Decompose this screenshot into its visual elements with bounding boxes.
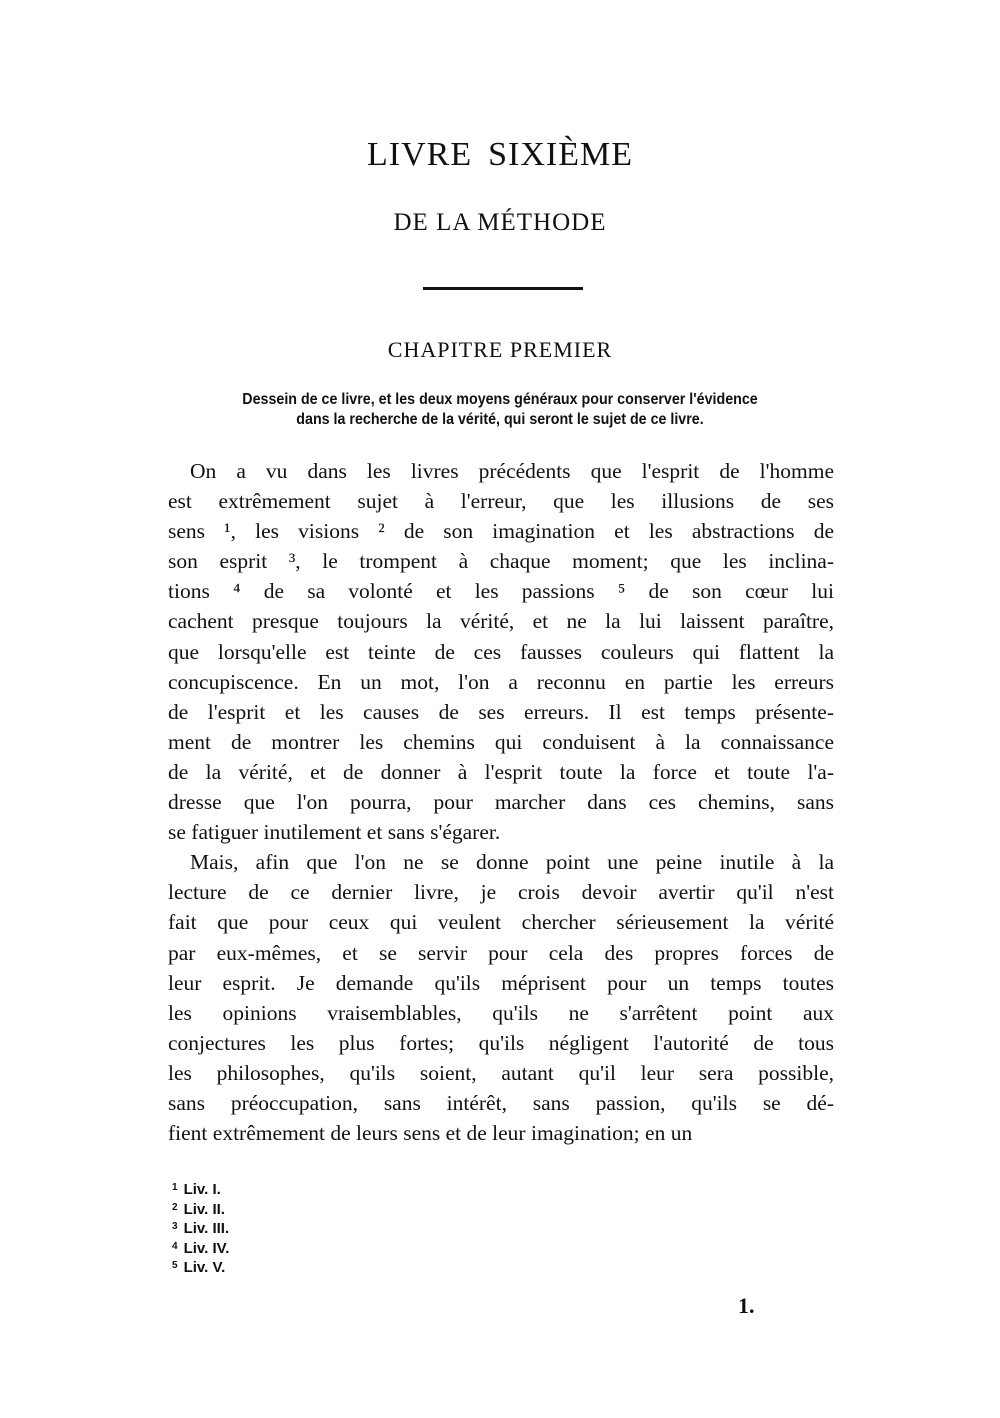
text-line: fait que pour ceux qui veulent chercher sérieusement la vérité (168, 910, 834, 935)
text-line: son esprit ³, le trompent à chaque moment; que les inclina- (168, 549, 834, 574)
footnote (172, 1180, 229, 1200)
summary-line: Dessein de ce livre, et les deux moyens généraux pour conserver l'évidence (242, 391, 758, 408)
footnotes (172, 1180, 229, 1278)
footnote-mark: 5 (172, 1260, 178, 1271)
text-line: lecture de ce dernier livre, je crois devoir avertir qu'il n'est (168, 880, 834, 905)
book-title-word: SIXIÈME (488, 136, 633, 173)
text-line: les philosophes, qu'ils soient, autant qu'il leur sera possible, (168, 1060, 834, 1085)
text-line: par eux-mêmes, et se servir pour cela des propres forces de (168, 940, 834, 965)
footnote (172, 1239, 229, 1259)
text-line: concupiscence. En un mot, l'on a reconnu en partie les erreurs (168, 669, 834, 694)
text-line: dresse que l'on pourra, pour marcher dans ces chemins, sans (168, 790, 834, 815)
footnote-text: Liv. IV. (183, 1239, 230, 1257)
text-line: leur esprit. Je demande qu'ils méprisent pour un temps toutes (168, 970, 834, 995)
footnote-mark: 3 (172, 1221, 178, 1232)
footnote-mark: 2 (172, 1201, 178, 1213)
text-line: se fatiguer inutilement et sans s'égarer. (168, 820, 501, 845)
footnote-text: Liv. III. (183, 1220, 230, 1237)
text-line: cachent presque toujours la vérité, et ne la lui laissent paraître, (168, 609, 834, 634)
text-line: sans préoccupation, sans intérêt, sans passion, qu'ils se dé- (168, 1090, 834, 1115)
footnote (172, 1219, 229, 1239)
book-title (0, 136, 1000, 174)
footnote (172, 1200, 229, 1220)
text-line: que lorsqu'elle est teinte de ces fausses couleurs qui flattent la (168, 639, 834, 664)
text-line: Mais, afin que l'on ne se donne point une peine inutile à la (190, 850, 834, 875)
footnote-mark: 4 (172, 1240, 178, 1252)
book-subtitle: DE LA MÉTHODE (393, 209, 607, 236)
footnote (172, 1258, 229, 1278)
footnote-mark: 1 (172, 1182, 178, 1193)
text-line: fient extrêmement de leurs sens et de leur imagination; en un (168, 1121, 693, 1146)
text-line: les opinions vraisemblables, qu'ils ne s'arrêtent point aux (168, 1000, 834, 1025)
footnote-text: Liv. II. (183, 1200, 225, 1218)
footnote-text: Liv. I. (183, 1181, 221, 1198)
text-line: tions ⁴ de sa volonté et les passions ⁵ de son cœur lui (168, 579, 834, 604)
text-line: sens ¹, les visions ² de son imagination et les abstractions de (168, 519, 834, 544)
text-line: conjectures les plus fortes; qu'ils négligent l'autorité de tous (168, 1030, 834, 1055)
body-text (168, 456, 834, 1148)
summary-line: dans la recherche de la vérité, qui seront le sujet de ce livre. (296, 411, 704, 428)
text-line: On a vu dans les livres précédents que l'esprit de l'homme (190, 459, 834, 483)
text-line: ment de montrer les chemins qui conduisent à la connaissance (168, 729, 834, 754)
page-number: 1. (738, 1293, 755, 1318)
text-line: est extrêmement sujet à l'erreur, que les illusions de ses (168, 489, 834, 514)
text-line: de l'esprit et les causes de ses erreurs. Il est temps présente- (168, 699, 834, 724)
chapter-title: CHAPITRE PREMIER (387, 337, 613, 362)
divider (423, 287, 583, 290)
book-title-word: LIVRE (367, 136, 473, 173)
chapter-summary (40, 390, 960, 430)
footnote-text: Liv. V. (183, 1259, 226, 1276)
text-line: de la vérité, et de donner à l'esprit toute la force et toute l'a- (168, 759, 834, 784)
